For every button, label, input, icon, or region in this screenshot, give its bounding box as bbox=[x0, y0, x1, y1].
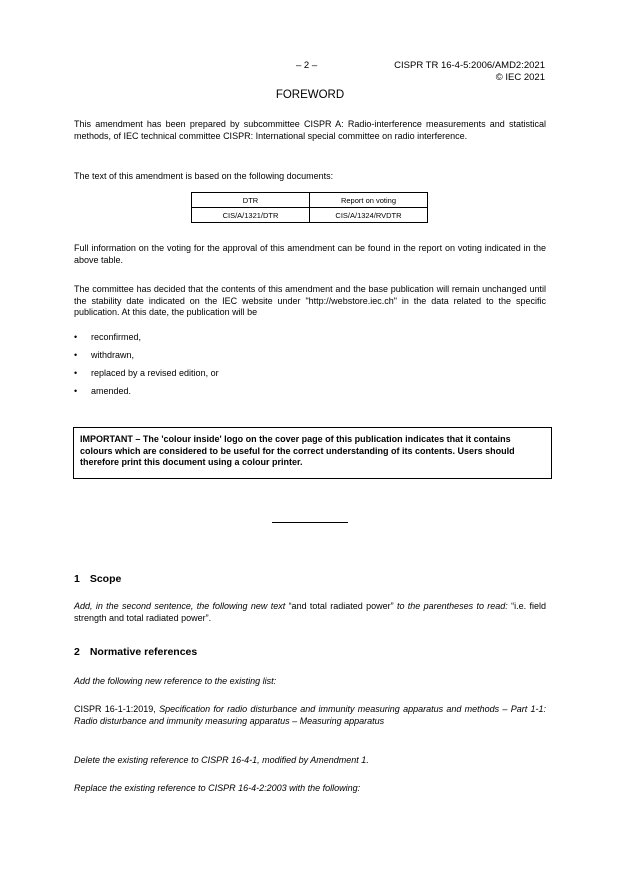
list-item-text: withdrawn, bbox=[91, 350, 135, 360]
foreword-paragraph-3: Full information on the voting for the approval of this amendment can be found in the report on voting indicated in the above table. bbox=[74, 243, 546, 265]
table-row bbox=[192, 208, 428, 223]
foreword-paragraph-2: The text of this amendment is based on the following documents: bbox=[74, 171, 334, 181]
table-cell: CIS/A/1324/RVDTR bbox=[310, 208, 428, 223]
table-header-cell: DTR bbox=[192, 193, 310, 208]
reference-title: Specification for radio disturbance and immunity measuring apparatus and methods – Part 1-1: Radio disturbance and immunity measuring apparatus – Measuring apparatus bbox=[74, 704, 546, 726]
list-item-text: replaced by a revised edition, or bbox=[91, 368, 219, 378]
separator-line bbox=[272, 522, 348, 523]
inserted-text: “and total radiated power” bbox=[288, 601, 394, 611]
foreword-paragraph-4: The committee has decided that the contents of this amendment and the base publication will remain unchanged until the stability date indicated on the IEC website under "http://webstore.iec.ch" in the data related to the specific publication. At this date, the publication will be bbox=[74, 284, 546, 317]
section-number: 2 bbox=[74, 646, 80, 658]
instruction-paragraph: Add the following new reference to the existing list: bbox=[74, 676, 277, 686]
reference-entry bbox=[74, 704, 546, 727]
table-header-cell: Report on voting bbox=[310, 193, 428, 208]
section-title: Scope bbox=[89, 573, 122, 585]
bullet-icon: • bbox=[74, 332, 78, 342]
voting-documents-table bbox=[191, 192, 428, 223]
section-heading-normative-references bbox=[74, 646, 197, 658]
section-heading-scope bbox=[74, 573, 121, 585]
instruction-paragraph: Delete the existing reference to CISPR 16-4-1, modified by Amendment 1. bbox=[74, 755, 369, 765]
scope-paragraph bbox=[74, 601, 546, 624]
amended-text: “i.e. field strength and total radiated power”. bbox=[74, 601, 546, 623]
bullet-icon: • bbox=[74, 386, 78, 396]
foreword-paragraph-1: This amendment has been prepared by subcommittee CISPR A: Radio-interference measurements and statistical methods, of IEC technical committee CISPR: International special committee on radio interference. bbox=[74, 119, 546, 141]
table-header-row bbox=[192, 193, 428, 208]
instruction-text: to the parentheses to read: bbox=[396, 601, 508, 611]
document-identifier: CISPR TR 16-4-5:2006/AMD2:2021 bbox=[394, 60, 545, 71]
instruction-paragraph: Replace the existing reference to CISPR 16-4-2:2003 with the following: bbox=[74, 783, 361, 793]
table-cell: CIS/A/1321/DTR bbox=[192, 208, 310, 223]
bullet-icon: • bbox=[74, 350, 78, 360]
reference-id: CISPR 16-1-1:2019, bbox=[74, 704, 156, 714]
section-title: Normative references bbox=[89, 646, 198, 658]
section-number: 1 bbox=[74, 573, 80, 585]
instruction-text: Add, in the second sentence, the following new text bbox=[74, 601, 286, 611]
copyright-notice: © IEC 2021 bbox=[495, 72, 545, 83]
bullet-icon: • bbox=[74, 368, 78, 378]
page-number: – 2 – bbox=[296, 60, 318, 71]
page-title: FOREWORD bbox=[275, 89, 345, 101]
list-item-text: reconfirmed, bbox=[91, 332, 142, 342]
important-notice-box: IMPORTANT – The 'colour inside' logo on the cover page of this publication indicates that it contains colours which are considered to be useful for the correct understanding of its contents. Users should therefore print this document using a colour printer. bbox=[73, 427, 552, 479]
list-item-text: amended. bbox=[91, 386, 132, 396]
